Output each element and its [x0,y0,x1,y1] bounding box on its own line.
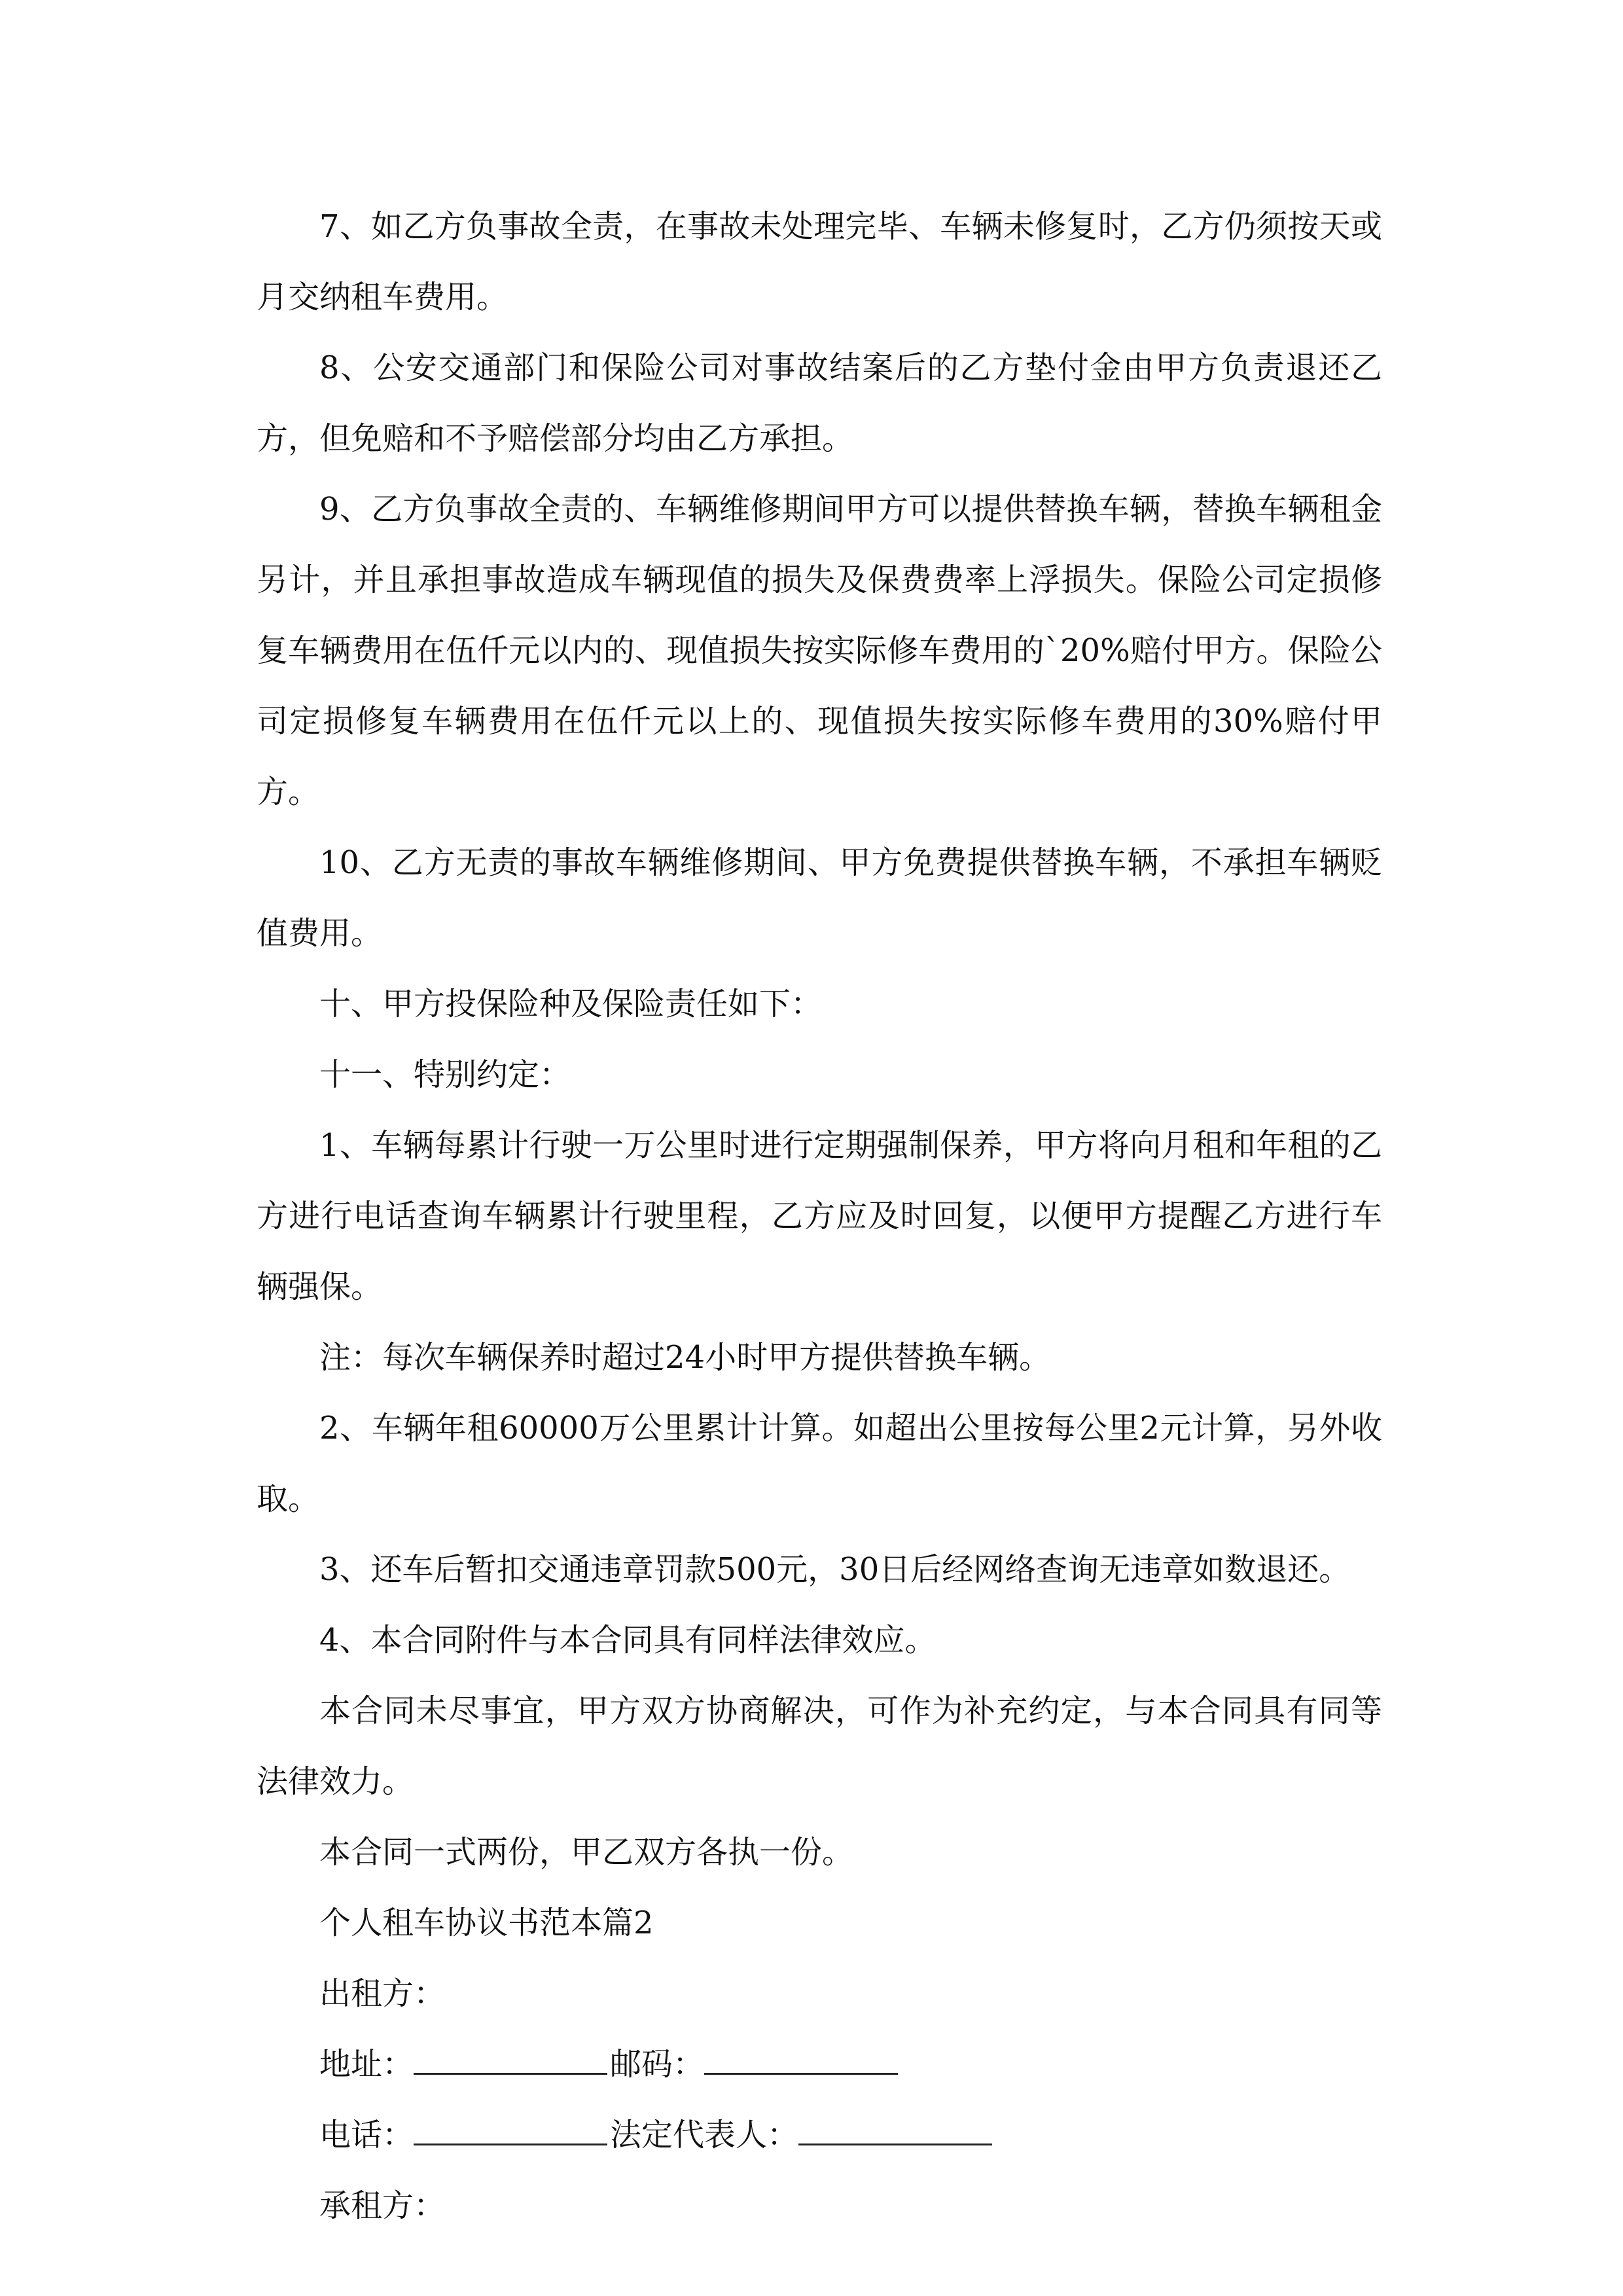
legal-rep-blank-line [798,2140,992,2145]
postcode-blank-line [704,2069,898,2075]
lessor-label: 出租方： [319,1975,446,2012]
special-clause-1: 1、车辆每累计行驶一万公里时进行定期强制保养，甲方将向月租和年租的乙方进行电话查询车辆累计行驶里程，乙方应及时回复，以便甲方提醒乙方进行车辆强保。 [257,1127,1382,1305]
clause-7: 7、如乙方负事故全责，在事故未处理完毕、车辆未修复时，乙方仍须按天或月交纳租车费用。 [257,208,1382,315]
special-clause-2: 2、车辆年租60000万公里累计计算。如超出公里按每公里2元计算，另外收取。 [257,1410,1382,1517]
legal-rep-label: 法定代表人： [610,2117,799,2153]
address-label: 地址： [319,2046,414,2083]
section-10-heading: 十、甲方投保险种及保险责任如下： [319,986,823,1022]
phone-legal-rep-row [257,2100,1382,2170]
section-2-title: 个人租车协议书范本篇2 [319,1905,654,1941]
clause-9: 9、乙方负事故全责的、车辆维修期间甲方可以提供替换车辆，替换车辆租金另计，并且承担事故造成车辆现值的损失及保费费率上浮损失。保险公司定损修复车辆费用在伍仟元以内的、现值损失按实际修车费用的`20%赔付甲方。保险公司定损修复车辆费用在伍仟元以上的、现值损失按实际修车费用的30%赔付甲方。 [257,491,1382,810]
phone-blank-line [414,2140,607,2145]
unresolved-matters-clause: 本合同未尽事宜，甲方双方协商解决，可作为补充约定，与本合同具有同等法律效力。 [257,1693,1382,1800]
postcode-label: 邮码： [610,2046,705,2083]
clause-10: 10、乙方无责的事故车辆维修期间、甲方免费提供替换车辆，不承担车辆贬值费用。 [257,844,1382,952]
special-clause-4: 4、本合同附件与本合同具有同样法律效应。 [319,1622,936,1659]
address-postcode-row [257,2029,1382,2100]
special-clause-3: 3、还车后暂扣交通违章罚款500元，30日后经网络查询无违章如数退还。 [319,1551,1351,1588]
copies-clause: 本合同一式两份，甲乙双方各执一份。 [319,1834,854,1871]
document-body [257,191,1382,2241]
clause-8: 8、公安交通部门和保险公司对事故结案后的乙方垫付金由甲方负责退还乙方，但免赔和不予赔偿部分均由乙方承担。 [257,350,1382,457]
phone-label: 电话： [319,2117,414,2153]
section-11-heading: 十一、特别约定： [319,1056,571,1093]
lessee-label: 承租方： [319,2187,446,2224]
address-blank-line [414,2069,607,2075]
maintenance-note: 注：每次车辆保养时超过24小时甲方提供替换车辆。 [319,1339,1051,1376]
